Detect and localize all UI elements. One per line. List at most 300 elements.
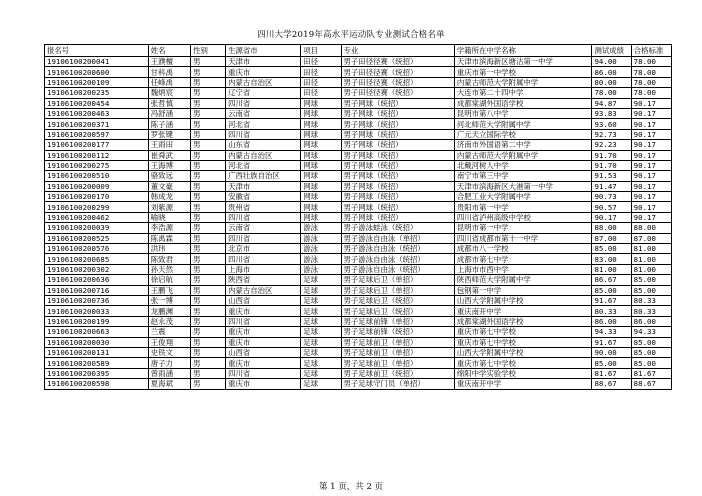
cell-major: 男子游泳自由泳（统招）: [341, 254, 454, 264]
cell-sport: 网球: [301, 160, 341, 170]
cell-reg-no: 19106100200598: [45, 379, 149, 389]
cell-major: 男子足球前卫（单招）: [341, 337, 454, 347]
cell-school: 天津市滨海新区塘沽第一中学: [454, 57, 592, 67]
cell-gender: 男: [191, 275, 226, 285]
cell-school: 重庆市第七中学校: [454, 358, 592, 368]
cell-reg-no: 19106100200597: [45, 129, 149, 139]
cell-major: 男子网球（统招）: [341, 181, 454, 191]
cell-sport: 网球: [301, 202, 341, 212]
cell-reg-no: 19106100200009: [45, 181, 149, 191]
cell-province: 山西省: [226, 347, 301, 357]
cell-gender: 男: [191, 316, 226, 326]
cell-reg-no: 19106100200395: [45, 368, 149, 378]
cell-school: 内蒙古师范大学附属中学: [454, 150, 592, 160]
cell-school: 重庆南开中学: [454, 306, 592, 316]
cell-reg-no: 19106100200033: [45, 306, 149, 316]
column-header-province: 生源省市: [226, 45, 301, 57]
column-header-reg-no: 报名号: [45, 45, 149, 57]
cell-gender: 男: [191, 223, 226, 233]
table-row: [45, 358, 672, 368]
cell-major: 男子游泳自由泳（统招）: [341, 244, 454, 254]
cell-gender: 男: [191, 358, 226, 368]
cell-major: 男子网球（统招）: [341, 119, 454, 129]
page-title: 四川大学2019年高水平运动队专业测试合格名单: [257, 30, 445, 40]
cell-province: 重庆市: [226, 67, 301, 77]
cell-standard: 90.17: [631, 129, 671, 139]
table-row: [45, 181, 672, 191]
cell-school: 昆明市第一中学: [454, 223, 592, 233]
cell-province: 天津市: [226, 181, 301, 191]
cell-standard: 90.17: [631, 192, 671, 202]
cell-standard: 90.17: [631, 171, 671, 181]
cell-reg-no: 19106100200636: [45, 275, 149, 285]
cell-major: 男子网球（统招）: [341, 108, 454, 118]
cell-gender: 男: [191, 67, 226, 77]
cell-reg-no: 19106100200736: [45, 295, 149, 305]
cell-sport: 网球: [301, 108, 341, 118]
cell-reg-no: 19106100200109: [45, 77, 149, 87]
cell-score: 87.00: [592, 233, 631, 243]
cell-school: 昆明市第八中学: [454, 108, 592, 118]
cell-standard: 90.17: [631, 108, 671, 118]
cell-sport: 田径: [301, 77, 341, 87]
cell-sport: 网球: [301, 129, 341, 139]
cell-school: 广元天立国际学校: [454, 129, 592, 139]
cell-score: 94.87: [592, 98, 631, 108]
cell-name: 唐子力: [148, 358, 190, 368]
cell-score: 81.00: [592, 264, 631, 274]
cell-school: 成都市八一学校: [454, 244, 592, 254]
cell-reg-no: 19106100200462: [45, 212, 149, 222]
cell-score: 94.33: [592, 327, 631, 337]
cell-reg-no: 19106100200510: [45, 171, 149, 181]
table-row: [45, 108, 672, 118]
cell-sport: 网球: [301, 140, 341, 150]
cell-name: 罗张键: [148, 129, 190, 139]
cell-sport: 足球: [301, 295, 341, 305]
cell-score: 90.17: [592, 212, 631, 222]
cell-standard: 90.17: [631, 150, 671, 160]
cell-sport: 网球: [301, 181, 341, 191]
cell-province: 内蒙古自治区: [226, 150, 301, 160]
cell-gender: 男: [191, 379, 226, 389]
cell-province: 山东省: [226, 140, 301, 150]
cell-gender: 男: [191, 285, 226, 295]
cell-gender: 男: [191, 119, 226, 129]
cell-name: 张哲慎: [148, 98, 190, 108]
cell-major: 男子田径径赛（统招）: [341, 57, 454, 67]
cell-standard: 80.33: [631, 295, 671, 305]
column-header-score: 测试成绩: [592, 45, 631, 57]
cell-standard: 81.00: [631, 264, 671, 274]
cell-gender: 男: [191, 306, 226, 316]
cell-standard: 90.17: [631, 98, 671, 108]
cell-province: 河北省: [226, 119, 301, 129]
cell-province: 四川省: [226, 212, 301, 222]
qualified-list-table: [44, 44, 672, 390]
column-header-school: 学籍所在中学名称: [454, 45, 592, 57]
cell-major: 男子足球后卫（单招）: [341, 285, 454, 295]
cell-major: 男子足球后卫（统招）: [341, 295, 454, 305]
cell-gender: 男: [191, 77, 226, 87]
cell-reg-no: 19106100200170: [45, 192, 149, 202]
table-row: [45, 285, 672, 295]
cell-name: 陈禹霖: [148, 233, 190, 243]
cell-sport: 网球: [301, 212, 341, 222]
cell-gender: 男: [191, 181, 226, 191]
cell-province: 贵州省: [226, 202, 301, 212]
cell-score: 88.00: [592, 223, 631, 233]
table-row: [45, 316, 672, 326]
cell-major: 男子足球前锋（单招）: [341, 316, 454, 326]
cell-province: 山西省: [226, 295, 301, 305]
cell-sport: 足球: [301, 358, 341, 368]
cell-name: 王雨田: [148, 140, 190, 150]
cell-major: 男子田径径赛（统招）: [341, 67, 454, 77]
cell-score: 81.67: [592, 368, 631, 378]
cell-reg-no: 19106100200600: [45, 67, 149, 77]
cell-sport: 足球: [301, 285, 341, 295]
cell-reg-no: 19106100200177: [45, 140, 149, 150]
cell-name: 王俊翔: [148, 337, 190, 347]
table-header-row: [45, 45, 672, 57]
cell-standard: 85.00: [631, 285, 671, 295]
cell-reg-no: 19106100200454: [45, 98, 149, 108]
cell-major: 男子足球前卫（统招）: [341, 368, 454, 378]
cell-province: 北京市: [226, 244, 301, 254]
cell-gender: 男: [191, 160, 226, 170]
cell-major: 男子网球（统招）: [341, 98, 454, 108]
cell-standard: 90.17: [631, 140, 671, 150]
table-row: [45, 254, 672, 264]
cell-name: 李浩源: [148, 223, 190, 233]
cell-major: 男子网球（统招）: [341, 150, 454, 160]
column-header-major: 专业: [341, 45, 454, 57]
cell-sport: 游泳: [301, 264, 341, 274]
table-body: [45, 57, 672, 390]
cell-sport: 网球: [301, 150, 341, 160]
cell-score: 93.60: [592, 119, 631, 129]
cell-school: 南宁市第三中学: [454, 171, 592, 181]
cell-major: 男子网球（统招）: [341, 129, 454, 139]
cell-gender: 男: [191, 192, 226, 202]
cell-major: 男子网球（统招）: [341, 212, 454, 222]
column-header-standard: 合格标准: [631, 45, 671, 57]
column-header-sport: 项目: [301, 45, 341, 57]
cell-sport: 游泳: [301, 223, 341, 233]
cell-reg-no: 19106100200131: [45, 347, 149, 357]
table-row: [45, 337, 672, 347]
cell-province: 内蒙古自治区: [226, 285, 301, 295]
cell-gender: 男: [191, 337, 226, 347]
cell-school: 重庆市第七中学校: [454, 327, 592, 337]
cell-standard: 85.00: [631, 347, 671, 357]
cell-gender: 男: [191, 57, 226, 67]
cell-gender: 男: [191, 327, 226, 337]
table-row: [45, 57, 672, 67]
cell-gender: 男: [191, 140, 226, 150]
cell-name: 王海博: [148, 160, 190, 170]
page-footer: 第 1 页，共 2 页: [318, 482, 384, 492]
cell-score: 92.73: [592, 129, 631, 139]
cell-province: 辽宁省: [226, 88, 301, 98]
table-row: [45, 150, 672, 160]
cell-sport: 足球: [301, 347, 341, 357]
cell-major: 男子足球后卫（单招）: [341, 275, 454, 285]
cell-reg-no: 19106100200302: [45, 264, 149, 274]
cell-province: 河北省: [226, 160, 301, 170]
cell-school: 陕西师范大学附属中学: [454, 275, 592, 285]
cell-gender: 男: [191, 264, 226, 274]
cell-school: 重庆南开中学: [454, 379, 592, 389]
cell-name: 王鹏飞: [148, 285, 190, 295]
cell-school: 成都市第七中学: [454, 254, 592, 264]
cell-school: 合肥工业大学附属中学: [454, 192, 592, 202]
cell-reg-no: 19106100200371: [45, 119, 149, 129]
cell-standard: 78.00: [631, 57, 671, 67]
cell-school: 包钢第一中学: [454, 285, 592, 295]
cell-province: 云南省: [226, 108, 301, 118]
cell-province: 重庆市: [226, 327, 301, 337]
cell-name: 骆致远: [148, 171, 190, 181]
cell-standard: 94.33: [631, 327, 671, 337]
cell-major: 男子游泳蛙泳（统招）: [341, 223, 454, 233]
cell-province: 四川省: [226, 316, 301, 326]
cell-standard: 85.00: [631, 275, 671, 285]
cell-school: 内蒙古师范大学附属中学: [454, 77, 592, 87]
cell-standard: 85.00: [631, 337, 671, 347]
cell-standard: 81.00: [631, 254, 671, 264]
cell-school: 成都棠湖外国语学校: [454, 98, 592, 108]
cell-reg-no: 19106100200576: [45, 244, 149, 254]
cell-school: 北戴河树人中学: [454, 160, 592, 170]
cell-name: 刘紫源: [148, 202, 190, 212]
cell-major: 男子田径径赛（统招）: [341, 77, 454, 87]
cell-major: 男子足球前卫（单招）: [341, 358, 454, 368]
cell-name: 洪玮: [148, 244, 190, 254]
cell-sport: 田径: [301, 57, 341, 67]
table-row: [45, 98, 672, 108]
cell-score: 88.67: [592, 379, 631, 389]
cell-name: 王濮檀: [148, 57, 190, 67]
cell-standard: 90.17: [631, 202, 671, 212]
cell-reg-no: 19106100200030: [45, 337, 149, 347]
table-row: [45, 275, 672, 285]
cell-gender: 男: [191, 150, 226, 160]
cell-province: 四川省: [226, 254, 301, 264]
cell-reg-no: 19106100200716: [45, 285, 149, 295]
table-row: [45, 171, 672, 181]
cell-score: 86.67: [592, 275, 631, 285]
cell-major: 男子田径径赛（统招）: [341, 88, 454, 98]
cell-gender: 男: [191, 244, 226, 254]
cell-score: 90.73: [592, 192, 631, 202]
cell-sport: 足球: [301, 327, 341, 337]
cell-sport: 足球: [301, 306, 341, 316]
column-header-name: 姓名: [148, 45, 190, 57]
cell-score: 80.00: [592, 77, 631, 87]
table-row: [45, 295, 672, 305]
cell-reg-no: 19106100200112: [45, 150, 149, 160]
cell-name: 夏海斌: [148, 379, 190, 389]
cell-reg-no: 19106100200039: [45, 223, 149, 233]
cell-score: 91.47: [592, 181, 631, 191]
table-row: [45, 347, 672, 357]
table-row: [45, 160, 672, 170]
cell-score: 91.70: [592, 160, 631, 170]
cell-province: 重庆市: [226, 358, 301, 368]
cell-school: 河北师范大学附属中学: [454, 119, 592, 129]
cell-standard: 90.17: [631, 181, 671, 191]
cell-sport: 足球: [301, 316, 341, 326]
cell-standard: 85.00: [631, 358, 671, 368]
cell-score: 86.00: [592, 67, 631, 77]
cell-name: 徐启航: [148, 275, 190, 285]
cell-name: 张一博: [148, 295, 190, 305]
cell-major: 男子足球守门员（单招）: [341, 379, 454, 389]
cell-school: 重庆市第七中学校: [454, 337, 592, 347]
cell-gender: 男: [191, 295, 226, 305]
cell-sport: 足球: [301, 368, 341, 378]
cell-province: 重庆市: [226, 337, 301, 347]
cell-reg-no: 19106100200663: [45, 327, 149, 337]
cell-gender: 男: [191, 129, 226, 139]
cell-school: 重庆市第一中学校: [454, 67, 592, 77]
cell-sport: 网球: [301, 98, 341, 108]
cell-gender: 男: [191, 254, 226, 264]
table-row: [45, 202, 672, 212]
cell-reg-no: 19106100200589: [45, 358, 149, 368]
cell-sport: 田径: [301, 88, 341, 98]
table-row: [45, 223, 672, 233]
cell-reg-no: 19106100200199: [45, 316, 149, 326]
cell-score: 83.00: [592, 254, 631, 264]
cell-score: 93.83: [592, 108, 631, 118]
cell-name: 韩成龙: [148, 192, 190, 202]
cell-reg-no: 19106100200041: [45, 57, 149, 67]
cell-school: 贵阳市第一中学: [454, 202, 592, 212]
cell-major: 男子网球（统招）: [341, 192, 454, 202]
cell-reg-no: 19106100200235: [45, 88, 149, 98]
cell-score: 94.00: [592, 57, 631, 67]
cell-gender: 男: [191, 202, 226, 212]
cell-province: 广西壮族自治区: [226, 171, 301, 181]
cell-standard: 78.00: [631, 67, 671, 77]
cell-gender: 男: [191, 108, 226, 118]
cell-reg-no: 19106100200525: [45, 233, 149, 243]
cell-standard: 81.67: [631, 368, 671, 378]
cell-province: 四川省: [226, 368, 301, 378]
cell-province: 云南省: [226, 223, 301, 233]
cell-province: 内蒙古自治区: [226, 77, 301, 87]
cell-major: 男子游泳自由泳（统招）: [341, 264, 454, 274]
table-row: [45, 368, 672, 378]
cell-school: 上海市市西中学: [454, 264, 592, 274]
cell-sport: 足球: [301, 275, 341, 285]
cell-score: 85.00: [592, 358, 631, 368]
cell-sport: 足球: [301, 337, 341, 347]
cell-score: 86.00: [592, 316, 631, 326]
table-row: [45, 264, 672, 274]
cell-standard: 86.00: [631, 316, 671, 326]
cell-name: 任峰禹: [148, 77, 190, 87]
cell-major: 男子网球（统招）: [341, 202, 454, 212]
table-row: [45, 140, 672, 150]
cell-reg-no: 19106100200275: [45, 160, 149, 170]
cell-name: 魏炳宸: [148, 88, 190, 98]
cell-province: 四川省: [226, 233, 301, 243]
table-row: [45, 327, 672, 337]
cell-score: 80.33: [592, 306, 631, 316]
cell-major: 男子足球后卫（统招）: [341, 306, 454, 316]
cell-province: 天津市: [226, 57, 301, 67]
cell-standard: 81.00: [631, 244, 671, 254]
cell-standard: 78.00: [631, 77, 671, 87]
table-row: [45, 306, 672, 316]
cell-standard: 80.33: [631, 306, 671, 316]
cell-name: 董文豪: [148, 181, 190, 191]
cell-sport: 网球: [301, 119, 341, 129]
cell-name: 崔舜武: [148, 150, 190, 160]
cell-major: 男子游泳自由泳（单招）: [341, 233, 454, 243]
cell-standard: 88.00: [631, 223, 671, 233]
cell-gender: 男: [191, 233, 226, 243]
cell-name: 兰震: [148, 327, 190, 337]
cell-sport: 游泳: [301, 254, 341, 264]
cell-school: 四川省成都市第十一中学: [454, 233, 592, 243]
cell-name: 冯舒涵: [148, 108, 190, 118]
cell-province: 重庆市: [226, 306, 301, 316]
cell-school: 天津市滨海新区大港第一中学: [454, 181, 592, 191]
table-row: [45, 119, 672, 129]
cell-school: 山西大学附属中学校: [454, 347, 592, 357]
cell-name: 喻晓: [148, 212, 190, 222]
cell-reg-no: 19106100200299: [45, 202, 149, 212]
table-row: [45, 192, 672, 202]
cell-score: 91.67: [592, 295, 631, 305]
cell-sport: 网球: [301, 192, 341, 202]
cell-score: 91.67: [592, 337, 631, 347]
cell-name: 陈子涵: [148, 119, 190, 129]
cell-name: 陈致君: [148, 254, 190, 264]
cell-gender: 男: [191, 212, 226, 222]
cell-gender: 男: [191, 98, 226, 108]
cell-sport: 游泳: [301, 233, 341, 243]
cell-gender: 男: [191, 368, 226, 378]
cell-school: 济南市外国语第二中学: [454, 140, 592, 150]
cell-major: 男子足球前锋（统招）: [341, 327, 454, 337]
cell-reg-no: 19106100200463: [45, 108, 149, 118]
table-row: [45, 233, 672, 243]
cell-province: 四川省: [226, 129, 301, 139]
cell-school: 山西大学附属中学校: [454, 295, 592, 305]
cell-province: 重庆市: [226, 379, 301, 389]
cell-standard: 87.00: [631, 233, 671, 243]
table-row: [45, 88, 672, 98]
cell-province: 安徽省: [226, 192, 301, 202]
cell-sport: 田径: [301, 67, 341, 77]
cell-standard: 90.17: [631, 160, 671, 170]
table-row: [45, 244, 672, 254]
cell-gender: 男: [191, 347, 226, 357]
cell-province: 陕西省: [226, 275, 301, 285]
cell-standard: 78.00: [631, 88, 671, 98]
cell-name: 甘科禹: [148, 67, 190, 77]
cell-name: 赵永茂: [148, 316, 190, 326]
cell-reg-no: 19106100200685: [45, 254, 149, 264]
cell-score: 91.53: [592, 171, 631, 181]
cell-school: 四川省泸州高级中学校: [454, 212, 592, 222]
